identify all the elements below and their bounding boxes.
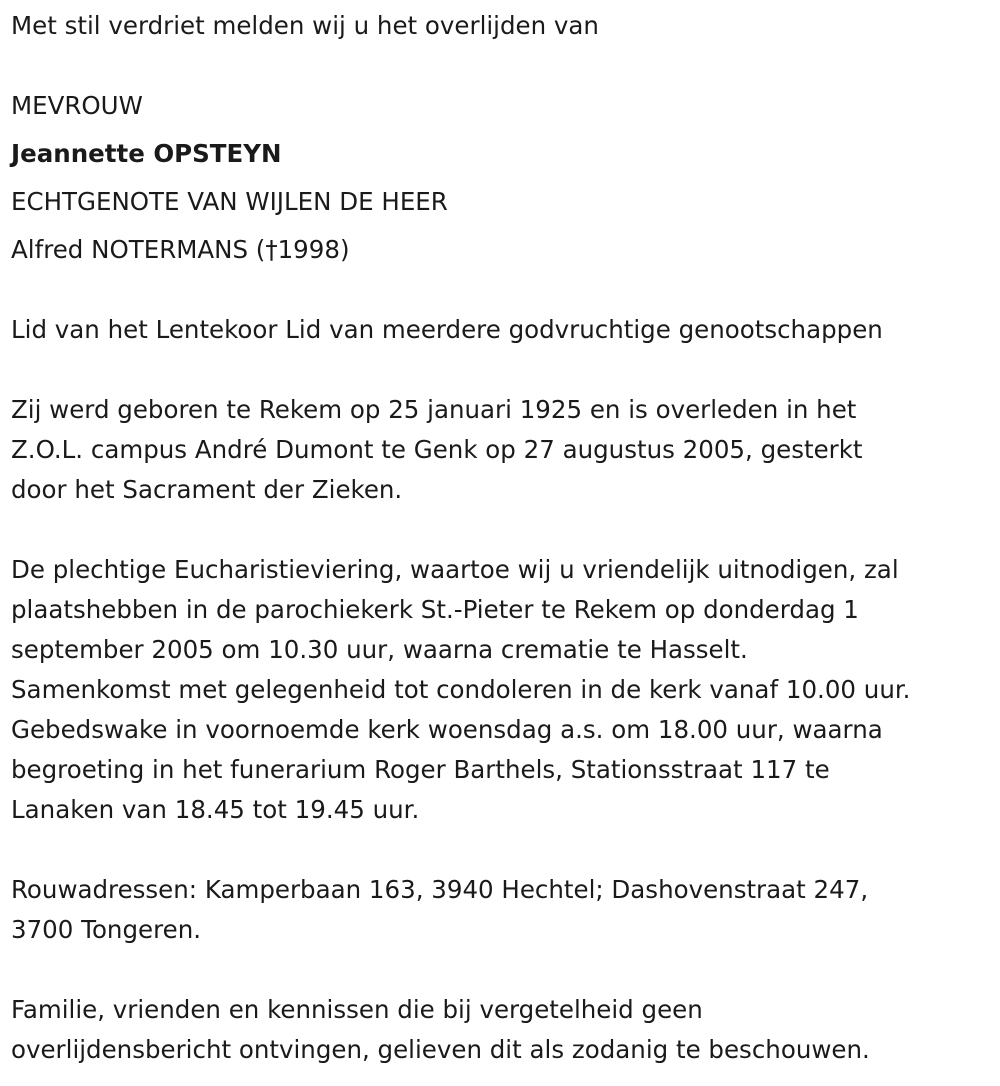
paragraph-line: Gebedswake in voornoemde kerk woensdag a.s. om 18.00 uur, waarna — [11, 715, 883, 744]
paragraph-line: plaatshebben in de parochiekerk St.-Pieter te Rekem op donderdag 1 — [11, 595, 859, 624]
intro-text: Met stil verdriet melden wij u het overlijden van — [11, 11, 599, 40]
paragraph-line: overlijdensbericht ontvingen, gelieven dit als zodanig te beschouwen. — [11, 1035, 870, 1064]
paragraph-line: Samenkomst met gelegenheid tot condoleren in de kerk vanaf 10.00 uur. — [11, 675, 911, 704]
paragraph-line: Familie, vrienden en kennissen die bij vergetelheid geen — [11, 995, 703, 1024]
paragraph-line: begroeting in het funerarium Roger Barthels, Stationsstraat 117 te — [11, 755, 830, 784]
paragraph-line: Rouwadressen: Kamperbaan 163, 3940 Hechtel; Dashovenstraat 247, — [11, 875, 869, 904]
deceased-name: Jeannette OPSTEYN — [11, 139, 282, 168]
paragraph-line: Z.O.L. campus André Dumont te Genk op 27 augustus 2005, gesterkt — [11, 435, 863, 464]
addresses-paragraph — [11, 870, 996, 950]
service-paragraph — [11, 550, 996, 830]
paragraph-line: Lanaken van 18.45 tot 19.45 uur. — [11, 795, 420, 824]
paragraph-line: door het Sacrament der Zieken. — [11, 475, 403, 504]
honorific: MEVROUW — [11, 91, 143, 120]
memberships-text: Lid van het Lentekoor Lid van meerdere godvruchtige genootschappen — [11, 315, 883, 344]
paragraph-line: Zij werd geboren te Rekem op 25 januari 1925 en is overleden in het — [11, 395, 857, 424]
paragraph-line: 3700 Tongeren. — [11, 915, 202, 944]
birth-death-paragraph — [11, 390, 996, 510]
spouse-name: Alfred NOTERMANS (†1998) — [11, 235, 350, 264]
closing-paragraph — [11, 990, 996, 1070]
paragraph-line: september 2005 om 10.30 uur, waarna crematie te Hasselt. — [11, 635, 748, 664]
paragraph-line: De plechtige Eucharistieviering, waartoe wij u vriendelijk uitnodigen, zal — [11, 555, 899, 584]
relation-text: ECHTGENOTE VAN WIJLEN DE HEER — [11, 187, 448, 216]
